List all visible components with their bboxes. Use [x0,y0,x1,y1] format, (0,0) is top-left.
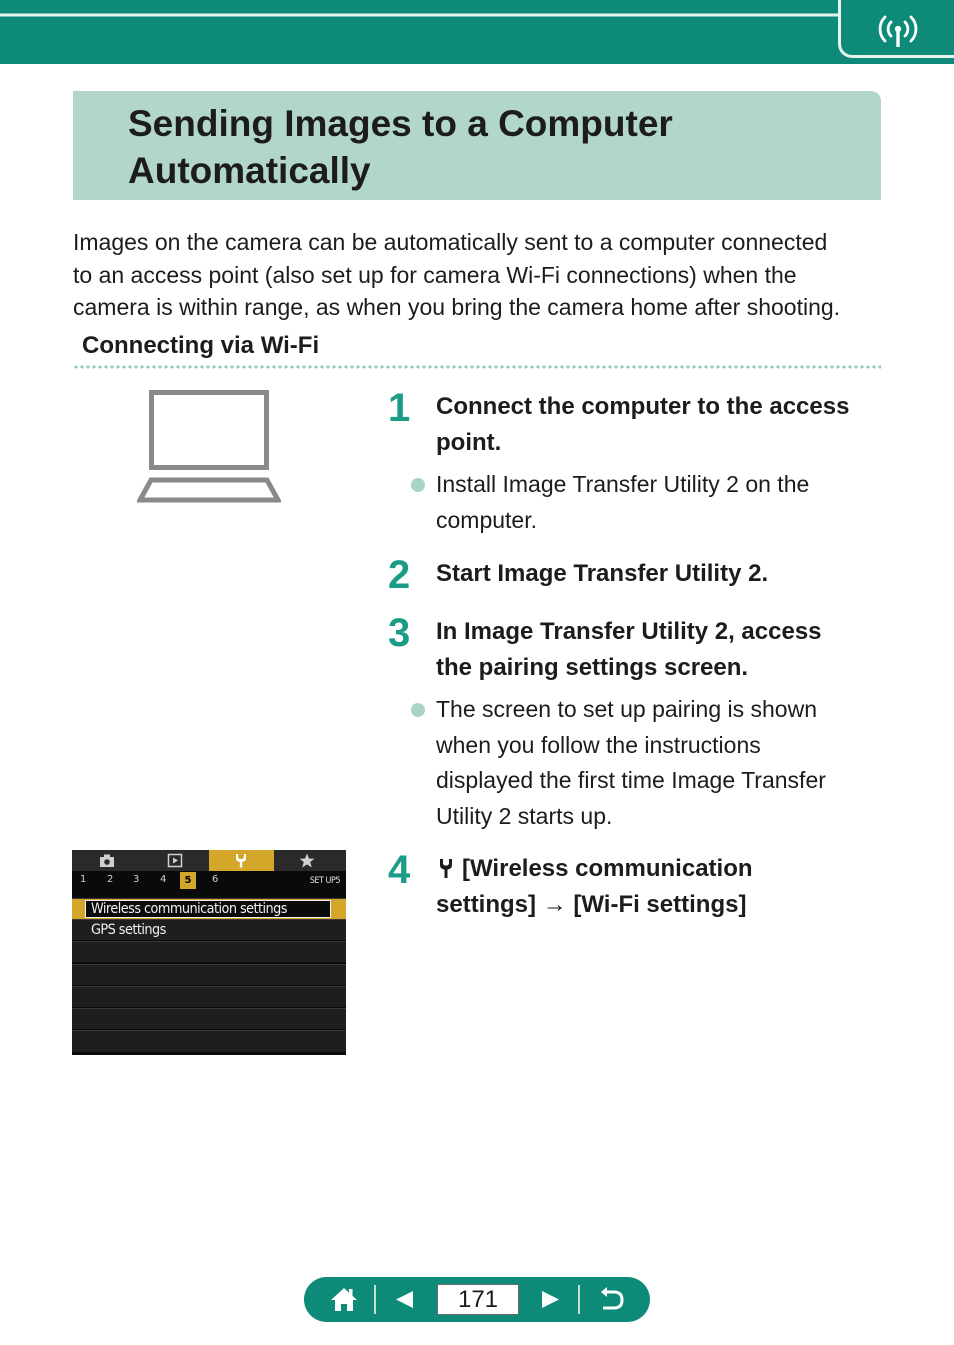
menu-page-5: 5 [180,872,196,889]
step-4-title-line2: settings] → [Wi-Fi settings] [436,890,747,918]
menu-item-empty [72,986,346,1007]
intro-line2: to an access point (also set up for camera Wi-Fi connections) when the [73,261,797,288]
page-title [128,100,828,194]
nav-separator [578,1285,580,1314]
step-2-title-line1: Start Image Transfer Utility 2. [436,560,769,587]
step-2-number: 2 [388,553,411,597]
menu-item-gps-settings [72,919,346,940]
step-3-title-line1: In Image Transfer Utility 2, access [436,618,822,645]
page-title-line2: Automatically [128,150,371,191]
menu-page-4: 4 [160,874,167,885]
section-heading: Connecting via Wi-Fi [82,332,320,359]
step-3-bullet-line2: when you follow the instructions [436,731,761,758]
menu-item-empty [72,964,346,985]
step-4-number: 4 [388,848,411,892]
page-number: 171 [437,1284,519,1315]
step-1-title-line2: point. [436,428,502,456]
step-3-title [436,614,886,685]
camera-menu-tabbar [72,850,346,871]
step-3-bullet-line4: Utility 2 starts up. [436,802,613,829]
step-1-number: 1 [388,386,411,430]
step-3-number: 3 [388,611,411,655]
camera-icon [75,850,140,871]
menu-item-label: GPS settings [91,922,166,938]
previous-page-icon[interactable] [392,1277,418,1322]
menu-page-3: 3 [133,874,140,885]
menu-item-wireless-communication-settings [72,898,346,919]
laptop-icon [137,390,281,504]
menu-page-2: 2 [107,874,114,885]
intro-line3: camera is within range, as when you bring the camera home after shooting. [73,294,841,320]
bullet-dot [411,478,425,492]
step-1-bullet-line2: computer. [436,506,537,533]
step-1-title-line1: Connect the computer to the access [436,393,850,420]
menu-page-1: 1 [80,874,87,885]
dotted-divider [73,365,881,369]
intro-line1: Images on the camera can be automatically sent to a computer connected [73,229,828,255]
wrench-icon [209,850,274,871]
step-1-title [436,389,886,460]
step-4-title [436,851,886,922]
menu-item-empty [72,1030,346,1052]
menu-item-empty [72,941,346,962]
page-title-box [73,91,881,200]
step-3-bullet [410,692,860,834]
step-3-bullet-line3: displayed the first time Image Transfer [436,767,826,793]
playback-icon [143,850,208,871]
step-2-title [436,556,886,592]
menu-item-empty [72,1008,346,1029]
menu-tab-label: SET UP5 [309,876,340,886]
wireless-antenna-icon [878,14,918,50]
step-1-bullet-line1: Install Image Transfer Utility 2 on the [436,471,810,497]
banner-edge-line [0,12,845,20]
wrench-icon [436,857,456,879]
step-3-title-line2: the pairing settings screen. [436,653,749,681]
top-banner [0,0,954,64]
bullet-dot [411,703,425,717]
camera-menu-screenshot [72,850,346,1055]
step-3-bullet-line1: The screen to set up pairing is shown [436,696,817,722]
home-icon[interactable] [328,1277,360,1322]
step-1-bullet [410,467,860,538]
camera-menu-pages [72,871,346,891]
star-icon [275,850,340,871]
intro-paragraph [73,226,883,324]
return-icon[interactable] [596,1277,628,1322]
next-page-icon[interactable] [537,1277,563,1322]
step-4-title-line1: [Wireless communication [462,855,753,882]
bottom-navigation [304,1277,650,1322]
menu-item-label: Wireless communication settings [91,901,287,917]
nav-separator [374,1285,376,1314]
page-title-line1: Sending Images to a Computer [128,103,673,144]
menu-page-6: 6 [212,874,219,885]
